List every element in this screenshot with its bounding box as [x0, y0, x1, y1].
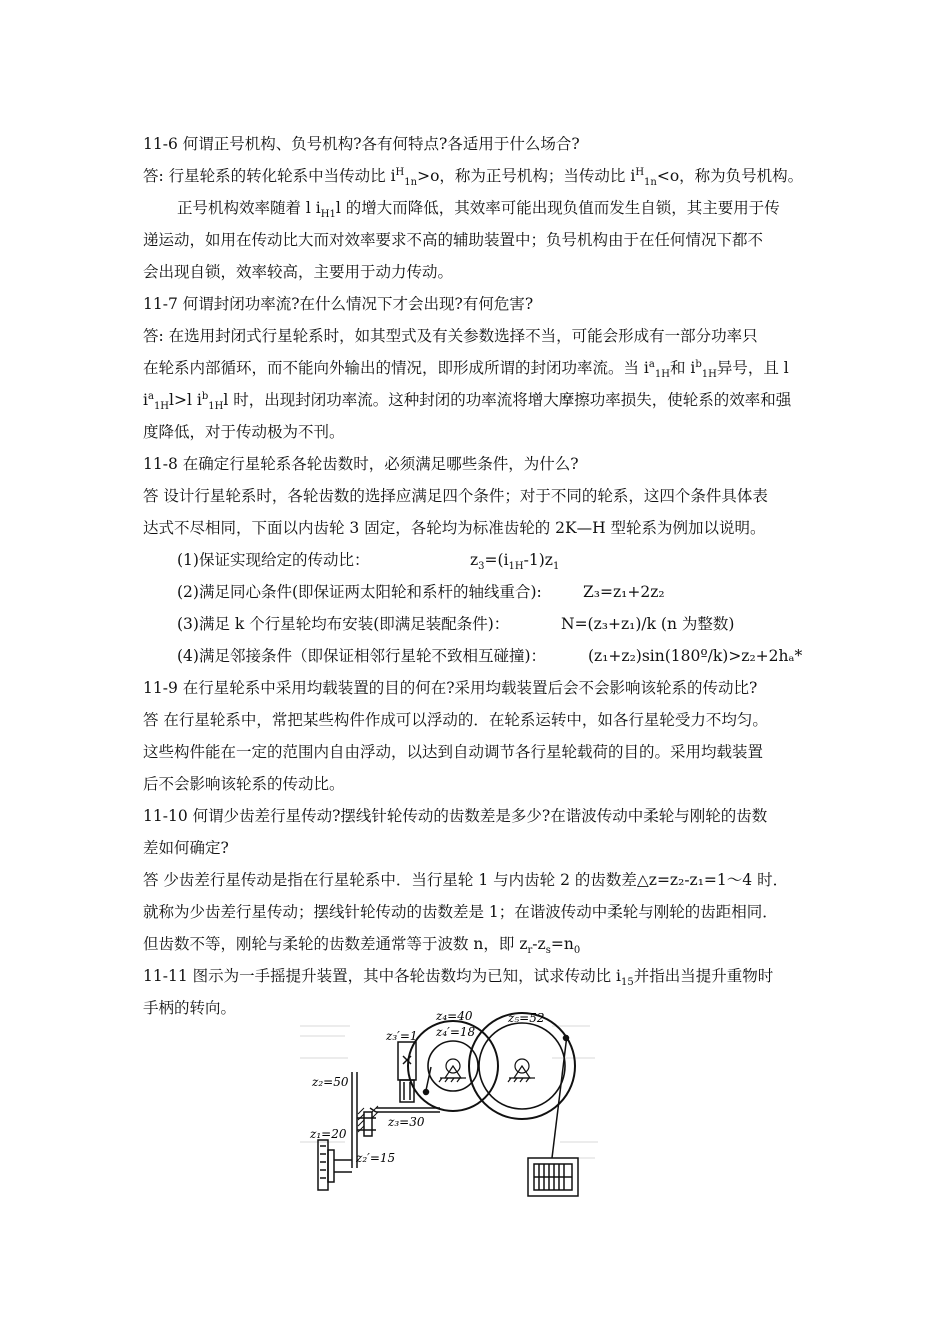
condition-1-formula: $z_3=(i_{1H}-1)z_1$ [470, 551, 560, 573]
question-11-9-title: 11-9 在行星轮系中采用均载装置的目的何在?采用均载装置后会不会影响该轮系的传动比? [143, 679, 758, 697]
condition-4-label: (4)满足邻接条件（即保证相邻行星轮不致相互碰撞)： [177, 647, 547, 665]
label-z2: z₂=50 [312, 1075, 349, 1089]
label-z2-prime: z₂′=15 [356, 1151, 396, 1165]
gear-4-bearing-icon [439, 1059, 466, 1082]
answer-11-8-line-1: 答 设计行星轮系时，各轮齿数的选择应满足四个条件；对于不同的轮系，这四个条件具体表 [143, 487, 768, 505]
answer-11-7-line-3: $i^a_{1H}l>l$ $i^b_{1H}l$ 时，出现封闭功率流。这种封闭的功率流将增大摩擦功率损失，使轮系的效率和强 [143, 390, 792, 413]
question-11-7-title: 11-7 何谓封闭功率流?在什么情况下才会出现?有何危害? [143, 295, 534, 313]
condition-2-formula: Z₃=z₁+2z₂ [583, 583, 665, 601]
gear-5-bearing-icon [508, 1059, 535, 1082]
answer-11-6-line-2: 正号机构效率随着 l $i_{H1}l$ 的增大而降低，其效率可能出现负值而发生自锁，其主要用于传 [177, 199, 780, 221]
condition-4 [177, 646, 803, 666]
label-z3: z₃=30 [388, 1115, 425, 1129]
question-11-6-title: 11-6 何谓正号机构、负号机构?各有何特点?各适用于什么场合? [143, 135, 580, 153]
question-11-8-title: 11-8 在确定行星轮系各轮齿数时，必须满足哪些条件，为什么? [143, 455, 579, 473]
condition-1-label: (1)保证实现给定的传动比： [177, 551, 370, 569]
condition-3-label: (3)满足 k 个行星轮均布安装(即满足装配条件)： [177, 615, 510, 633]
condition-2-label: (2)满足同心条件(即保证两太阳轮和系杆的轴线重合): [177, 583, 542, 601]
condition-4-formula: (z₁+z₂)sin(180º/k)>z₂+2hₐ* [588, 647, 803, 665]
answer-11-7-line-2: 在轮系内部循环，而不能向外输出的情况，即形成所谓的封闭功率流。当 $i^a_{1H}$和 $i^b_{1H}$异号，且 l [143, 358, 789, 381]
gear-3 [370, 1108, 440, 1112]
label-z1: z₁=20 [310, 1127, 347, 1141]
answer-11-6-line-3: 递运动，如用在传动比大而对效率要求不高的辅助装置中；负号机构由于在任何情况下都不 [143, 231, 764, 249]
question-11-10-title-1: 11-10 何谓少齿差行星传动?摆线针轮传动的齿数差是多少?在谐波传动中柔轮与刚轮的齿数 [143, 807, 768, 825]
condition-1 [177, 550, 560, 573]
worm-3-prime [398, 1042, 416, 1102]
answer-11-9-line-2: 这些构件能在一定的范围内自由浮动，以达到自动调节各行星轮载荷的目的。采用均载装置 [143, 743, 764, 761]
hoist-mechanism-figure [290, 1000, 610, 1200]
question-11-11-title-1: 11-11 图示为一手摇提升装置，其中各轮齿数均为已知，试求传动比 $i_{15}$并指出当提升重物时 [143, 967, 774, 989]
condition-3 [177, 614, 735, 634]
answer-11-6-line-4: 会出现自锁，效率较高，主要用于动力传动。 [143, 263, 454, 281]
condition-2 [177, 582, 665, 602]
answer-11-8-line-2: 达式不尽相同，下面以内齿轮 3 固定，各轮均为标准齿轮的 2K—H 型轮系为例加以说明。 [143, 519, 766, 537]
label-z3-prime: z₃′=1 [386, 1029, 418, 1043]
load-weight [528, 1158, 578, 1196]
gear-hatching [358, 1106, 378, 1132]
question-11-10-title-2: 差如何确定? [143, 839, 229, 857]
answer-11-7-line-4: 度降低，对于传动极为不刊。 [143, 423, 345, 441]
condition-3-formula: N=(z₃+z₁)/k (n 为整数) [561, 615, 735, 633]
answer-11-10-line-2: 就称为少齿差行星传动；摆线针轮传动的齿数差是 1；在谐波传动中柔轮与刚轮的齿距相同． [143, 903, 778, 921]
answer-11-7-line-1: 答: 在选用封闭式行星轮系时，如其型式及有关参数选择不当，可能会形成有一部分功率只 [143, 327, 758, 345]
answer-11-9-line-1: 答 在行星轮系中，常把某些构件作成可以浮动的．在轮系运转中，如各行星轮受力不均匀。 [143, 711, 768, 729]
answer-11-10-line-1: 答 少齿差行星传动是指在行星轮系中．当行星轮 1 与内齿轮 2 的齿数差△z=z₂-z₁=1～4 时． [143, 871, 789, 889]
answer-11-10-line-3: 但齿数不等，刚轮与柔轮的齿数差通常等于波数 n，即 $z_r-z_s=n_0$ [143, 935, 581, 957]
label-z4-prime: z₄′=18 [436, 1025, 476, 1039]
label-z5: z₅=52 [508, 1011, 545, 1025]
label-z4: z₄=40 [436, 1009, 473, 1023]
answer-11-6-line-1: 答: 行星轮系的转化轮系中当传动比 $i^H_{1n}>o$，称为正号机构；当传动比 $i^H_{1n}<o$，称为负号机构。 [143, 166, 804, 189]
answer-11-9-line-3: 后不会影响该轮系的传动比。 [143, 775, 345, 793]
question-11-11-title-2: 手柄的转向。 [143, 999, 237, 1017]
